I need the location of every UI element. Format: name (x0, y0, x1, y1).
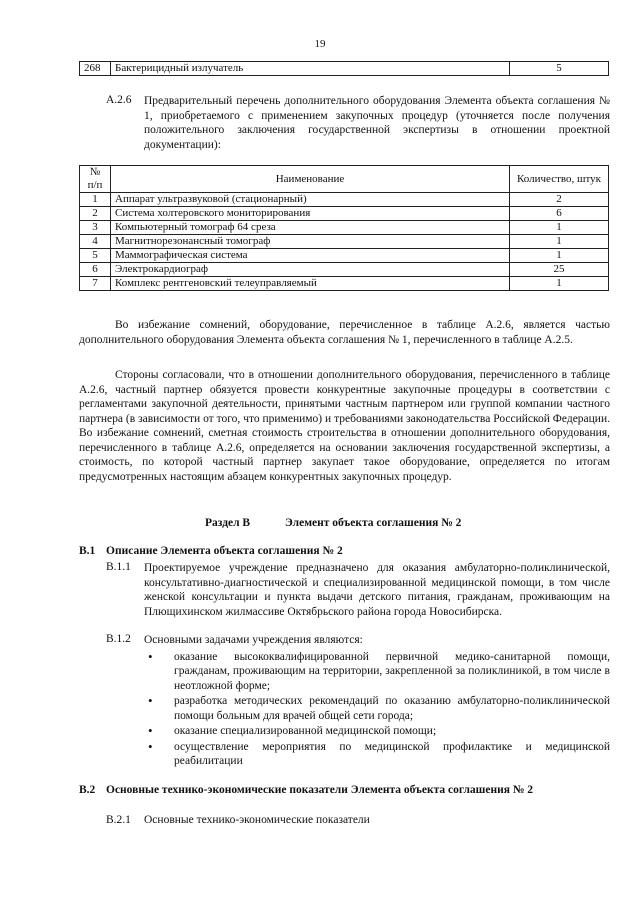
cell-qty: 1 (510, 235, 609, 249)
table-row (80, 207, 609, 221)
header-qty: Количество, штук (510, 166, 609, 193)
table-row (80, 62, 609, 76)
b21-text: Основные технико-экономические показатели (144, 814, 370, 826)
cell-num: 268 (80, 62, 111, 76)
equipment-table (79, 165, 609, 291)
list-item: • осуществление мероприятия по медицинской профилактике и медицинской реабилитации (144, 740, 610, 769)
cell-name: Магнитнорезонансный томограф (111, 235, 510, 249)
cell-qty: 25 (510, 263, 609, 277)
cell-qty: 1 (510, 221, 609, 235)
cell-qty: 1 (510, 249, 609, 263)
list-item: • оказание специализированной медицинской помощи; (144, 724, 610, 739)
clause-number: В.1.2 (106, 633, 131, 645)
top-table (79, 61, 609, 76)
cell-name: Комплекс рентгеновский телеуправляемый (111, 277, 510, 291)
clause-text: Проектируемое учреждение предназначено для оказания амбулаторно-поликлинической, консультативно-диагностической и специализированной медицинской помощи, в том числе женской консультации и пункта выдачи детского питания, гражданам, проживающим на Плющихинском жилмассиве Октябрьского района города Новосибирска. (144, 562, 610, 618)
cell-name: Маммографическая система (111, 249, 510, 263)
table-row (80, 249, 609, 263)
cell-num: 2 (80, 207, 111, 221)
cell-num: 6 (80, 263, 111, 277)
table-row (80, 193, 609, 207)
list-item: • оказание высококвалифицированной первичной медико-санитарной помощи, гражданам, проживающим на территории, закрепленной за поликлиникой, в том числе в неотложной форме; (144, 650, 610, 694)
cell-name: Система холтеровского мониторирования (111, 207, 510, 221)
clause-b11 (106, 561, 610, 619)
cell-qty: 1 (510, 277, 609, 291)
b21-number: В.2.1 (106, 814, 131, 826)
clause-text: Предварительный перечень дополнительного оборудования Элемента объекта соглашения № 1, приобретаемого с применением закупочных процедур (уточняется после получения положительного заключения государственной экспертизы в отношении проектной документации): (144, 95, 610, 151)
table-row (80, 277, 609, 291)
clause-a26 (106, 94, 610, 152)
clause-lead: Основными задачами учреждения являются: (144, 634, 363, 646)
cell-num: 1 (80, 193, 111, 207)
cell-name: Компьютерный томограф 64 среза (111, 221, 510, 235)
clause-b12 (106, 633, 610, 770)
table-row (80, 235, 609, 249)
b2-title: Основные технико-экономические показатели Элемента объекта соглашения № 2 (106, 784, 534, 796)
cell-num: 5 (80, 249, 111, 263)
paragraph-1: Во избежание сомнений, оборудование, перечисленное в таблице А.2.6, является частью дополнительного оборудования Элемента объекта соглашения № 1, перечисленного в таблице А.2.5. (79, 319, 610, 346)
b2-number: В.2 (79, 784, 96, 796)
page-number: 19 (314, 38, 326, 50)
cell-name: Бактерицидный излучатель (111, 62, 510, 76)
section-label: Раздел В (205, 517, 251, 529)
b1-number: В.1 (79, 545, 96, 557)
paragraph-2: Стороны согласовали, что в отношении дополнительного оборудования, перечисленного в таблице А.2.6, частный партнер обязуется провести конкурентные закупочные процедуры в соответствии с регламентами закупочной деятельности, принятыми частным партнером или группой компании частного партнера (в зависимости от того, что применимо) и требованиями законодательства Российской Федерации. Во избежание сомнений, сметная стоимость строительства в отношении дополнительного оборудования, перечисленного в таблице А.2.6, определяется на основании заключения государственной экспертизы, а стоимость, по которой частный партнер закупает такое оборудование, определяется по итогам предусмотренных настоящим абзацем конкурентных закупочных процедур. (79, 369, 610, 483)
task-list (144, 650, 610, 769)
cell-qty: 5 (510, 62, 609, 76)
cell-name: Электрокардиограф (111, 263, 510, 277)
cell-num: 3 (80, 221, 111, 235)
table-row (80, 221, 609, 235)
cell-qty: 2 (510, 193, 609, 207)
clause-number: А.2.6 (106, 94, 132, 106)
b1-title: Описание Элемента объекта соглашения № 2 (106, 545, 343, 557)
list-item: • разработка методических рекомендаций по оказанию амбулаторно-поликлинической помощи больным для врачей общей сети города; (144, 694, 610, 723)
header-num: № п/п (80, 166, 111, 193)
table-header-row (80, 166, 609, 193)
section-title: Элемент объекта соглашения № 2 (285, 517, 462, 529)
cell-qty: 6 (510, 207, 609, 221)
header-name: Наименование (111, 166, 510, 193)
cell-num: 4 (80, 235, 111, 249)
table-row (80, 263, 609, 277)
cell-name: Аппарат ультразвуковой (стационарный) (111, 193, 510, 207)
clause-number: В.1.1 (106, 561, 131, 573)
cell-num: 7 (80, 277, 111, 291)
